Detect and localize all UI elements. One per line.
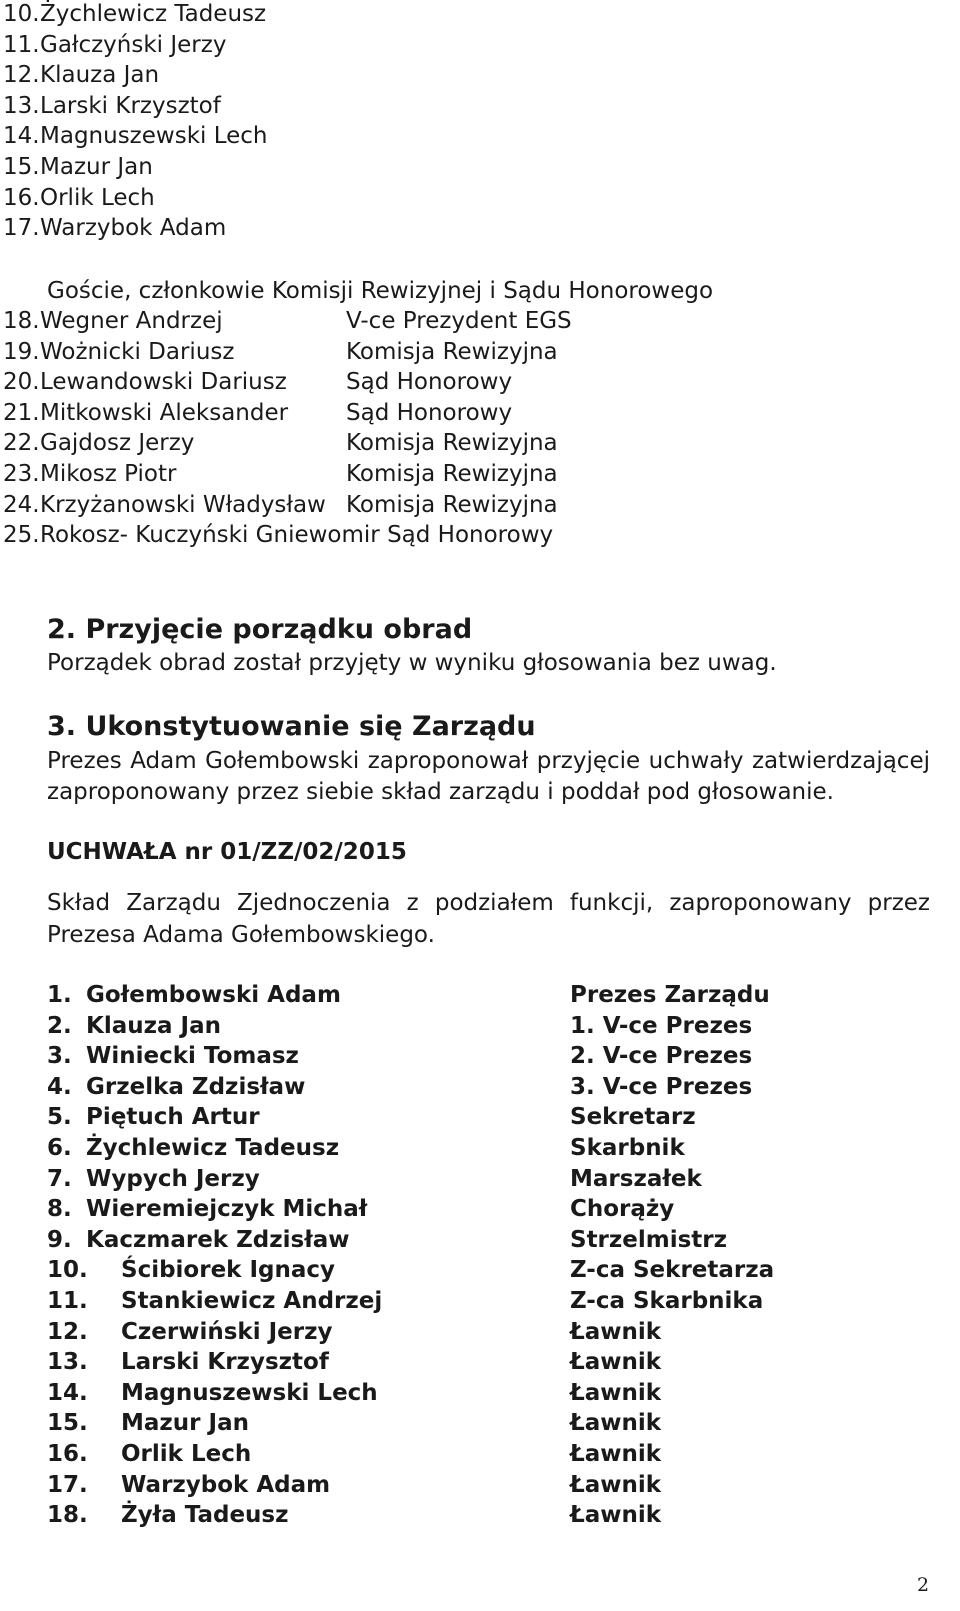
board-member-name: Wieremiejczyk Michał — [86, 1196, 368, 1223]
guest-name: Gajdosz Jerzy — [40, 430, 195, 457]
board-member-number: 15. — [47, 1410, 88, 1437]
list-item-name: Magnuszewski Lech — [40, 123, 268, 150]
list-item-number: 15. — [3, 154, 40, 180]
board-member-name: Warzybok Adam — [121, 1471, 331, 1498]
board-member-number: 16. — [47, 1441, 88, 1467]
board-member-role: Prezes Zarządu — [570, 982, 770, 1008]
list-item-name: Żychlewicz Tadeusz — [40, 1, 267, 27]
board-member-name: Orlik Lech — [121, 1441, 252, 1467]
board-member-role: Ławnik — [570, 1349, 662, 1376]
list-item-number: 10. — [3, 1, 40, 27]
board-member-name: Winiecki Tomasz — [86, 1043, 299, 1070]
board-member-number: 9. — [47, 1226, 72, 1253]
resolution-text-line-1: Skład Zarządu Zjednoczenia z podziałem funkcji, zaproponowany przez — [47, 890, 930, 916]
list-item-number: 14. — [3, 123, 40, 150]
board-member-name: Stankiewicz Andrzej — [121, 1288, 383, 1314]
guest-number: 24. — [3, 491, 40, 518]
guest-number: 18. — [3, 308, 40, 334]
board-member-role: Strzelmistrz — [570, 1226, 728, 1253]
section-3-text-line-2: zaproponowany przez siebie skład zarządu i poddał pod głosowanie. — [47, 779, 834, 805]
guest-name: Krzyżanowski Władysław — [40, 491, 326, 518]
list-item-name: Klauza Jan — [40, 62, 160, 89]
board-member-role: Sekretarz — [570, 1104, 696, 1131]
guest-role: Sąd Honorowy — [346, 369, 513, 396]
list-item-name: Larski Krzysztof — [40, 92, 221, 119]
board-member-role: Chorąży — [570, 1196, 675, 1223]
board-member-number: 17. — [47, 1471, 88, 1498]
guest-name: Wegner Andrzej — [40, 308, 223, 334]
list-item-number: 11. — [3, 31, 40, 58]
board-member-number: 10. — [47, 1257, 88, 1284]
resolution-text-line-2: Prezesa Adama Gołembowskiego. — [47, 922, 435, 948]
board-member-name: Gołembowski Adam — [86, 982, 341, 1008]
board-member-number: 13. — [47, 1349, 88, 1376]
guest-name: Mikosz Piotr — [40, 461, 177, 487]
list-item-name: Mazur Jan — [40, 154, 153, 180]
board-member-name: Żychlewicz Tadeusz — [86, 1135, 340, 1161]
guest-number: 22. — [3, 430, 40, 457]
board-member-name: Klauza Jan — [86, 1012, 221, 1039]
guest-role: V-ce Prezydent EGS — [346, 308, 572, 334]
list-item-name: Gałczyński Jerzy — [40, 31, 227, 58]
board-member-role: Ławnik — [570, 1502, 662, 1529]
board-member-role: Skarbnik — [570, 1135, 685, 1161]
board-member-number: 8. — [47, 1196, 72, 1223]
board-member-number: 4. — [47, 1073, 72, 1100]
guest-role: Sąd Honorowy — [346, 399, 513, 426]
board-member-role: Marszałek — [570, 1165, 702, 1192]
guest-role: Komisja Rewizyjna — [346, 491, 558, 518]
list-item-number: 16. — [3, 184, 40, 211]
board-member-number: 3. — [47, 1043, 72, 1070]
board-member-number: 2. — [47, 1012, 72, 1039]
list-item-name: Warzybok Adam — [40, 215, 227, 242]
board-member-name: Mazur Jan — [121, 1410, 249, 1437]
board-member-name: Larski Krzysztof — [121, 1349, 329, 1376]
guests-heading: Goście, członkowie Komisji Rewizyjnej i Sądu Honorowego — [47, 278, 714, 304]
section-3-heading: 3. Ukonstytuowanie się Zarządu — [47, 711, 536, 742]
guest-number: 23. — [3, 461, 40, 487]
guest-number: 20. — [3, 369, 40, 396]
list-item-number: 12. — [3, 62, 40, 89]
guest-role: Komisja Rewizyjna — [346, 461, 558, 487]
list-item-name: Orlik Lech — [40, 184, 155, 211]
list-item-number: 13. — [3, 92, 40, 119]
board-member-name: Piętuch Artur — [86, 1104, 260, 1131]
board-member-role: 2. V-ce Prezes — [570, 1043, 753, 1070]
board-member-name: Magnuszewski Lech — [121, 1379, 378, 1406]
guest-name: Mitkowski Aleksander — [40, 399, 289, 426]
board-member-role: 3. V-ce Prezes — [570, 1073, 753, 1100]
board-member-name: Wypych Jerzy — [86, 1165, 260, 1192]
guest-role: Komisja Rewizyjna — [346, 430, 558, 457]
board-member-number: 6. — [47, 1135, 72, 1161]
list-item-number: 17. — [3, 215, 40, 242]
section-2-text: Porządek obrad został przyjęty w wyniku głosowania bez uwag. — [47, 650, 777, 676]
resolution-title: UCHWAŁA nr 01/ZZ/02/2015 — [47, 839, 407, 865]
board-member-role: Ławnik — [570, 1471, 662, 1498]
board-member-number: 12. — [47, 1318, 88, 1345]
board-member-role: Ławnik — [570, 1379, 662, 1406]
board-member-name: Kaczmarek Zdzisław — [86, 1226, 350, 1253]
board-member-role: 1. V-ce Prezes — [570, 1012, 753, 1039]
board-member-role: Z-ca Sekretarza — [570, 1257, 775, 1284]
guest-name: Wożnicki Dariusz — [40, 338, 235, 365]
board-member-role: Ławnik — [570, 1441, 662, 1467]
guest-number: 25. — [3, 522, 40, 549]
board-member-role: Ławnik — [570, 1410, 662, 1437]
board-member-name: Ścibiorek Ignacy — [121, 1257, 336, 1284]
page-number: 2 — [917, 1574, 930, 1596]
board-member-number: 11. — [47, 1288, 88, 1314]
board-member-number: 1. — [47, 982, 72, 1008]
board-member-name: Żyła Tadeusz — [121, 1502, 289, 1529]
board-member-number: 18. — [47, 1502, 88, 1529]
board-member-name: Czerwiński Jerzy — [121, 1318, 333, 1345]
guest-name: Rokosz- Kuczyński Gniewomir Sąd Honorowy — [40, 522, 554, 549]
board-member-number: 7. — [47, 1165, 72, 1192]
section-3-text-line-1: Prezes Adam Gołembowski zaproponował przyjęcie uchwały zatwierdzającej — [47, 748, 930, 774]
guest-role: Komisja Rewizyjna — [346, 338, 558, 365]
board-member-name: Grzelka Zdzisław — [86, 1073, 306, 1100]
board-member-number: 5. — [47, 1104, 72, 1131]
guest-name: Lewandowski Dariusz — [40, 369, 287, 396]
board-member-role: Z-ca Skarbnika — [570, 1288, 764, 1314]
section-2-heading: 2. Przyjęcie porządku obrad — [47, 614, 473, 645]
board-member-role: Ławnik — [570, 1318, 662, 1345]
guest-number: 21. — [3, 399, 40, 426]
board-member-number: 14. — [47, 1379, 88, 1406]
guest-number: 19. — [3, 338, 40, 365]
